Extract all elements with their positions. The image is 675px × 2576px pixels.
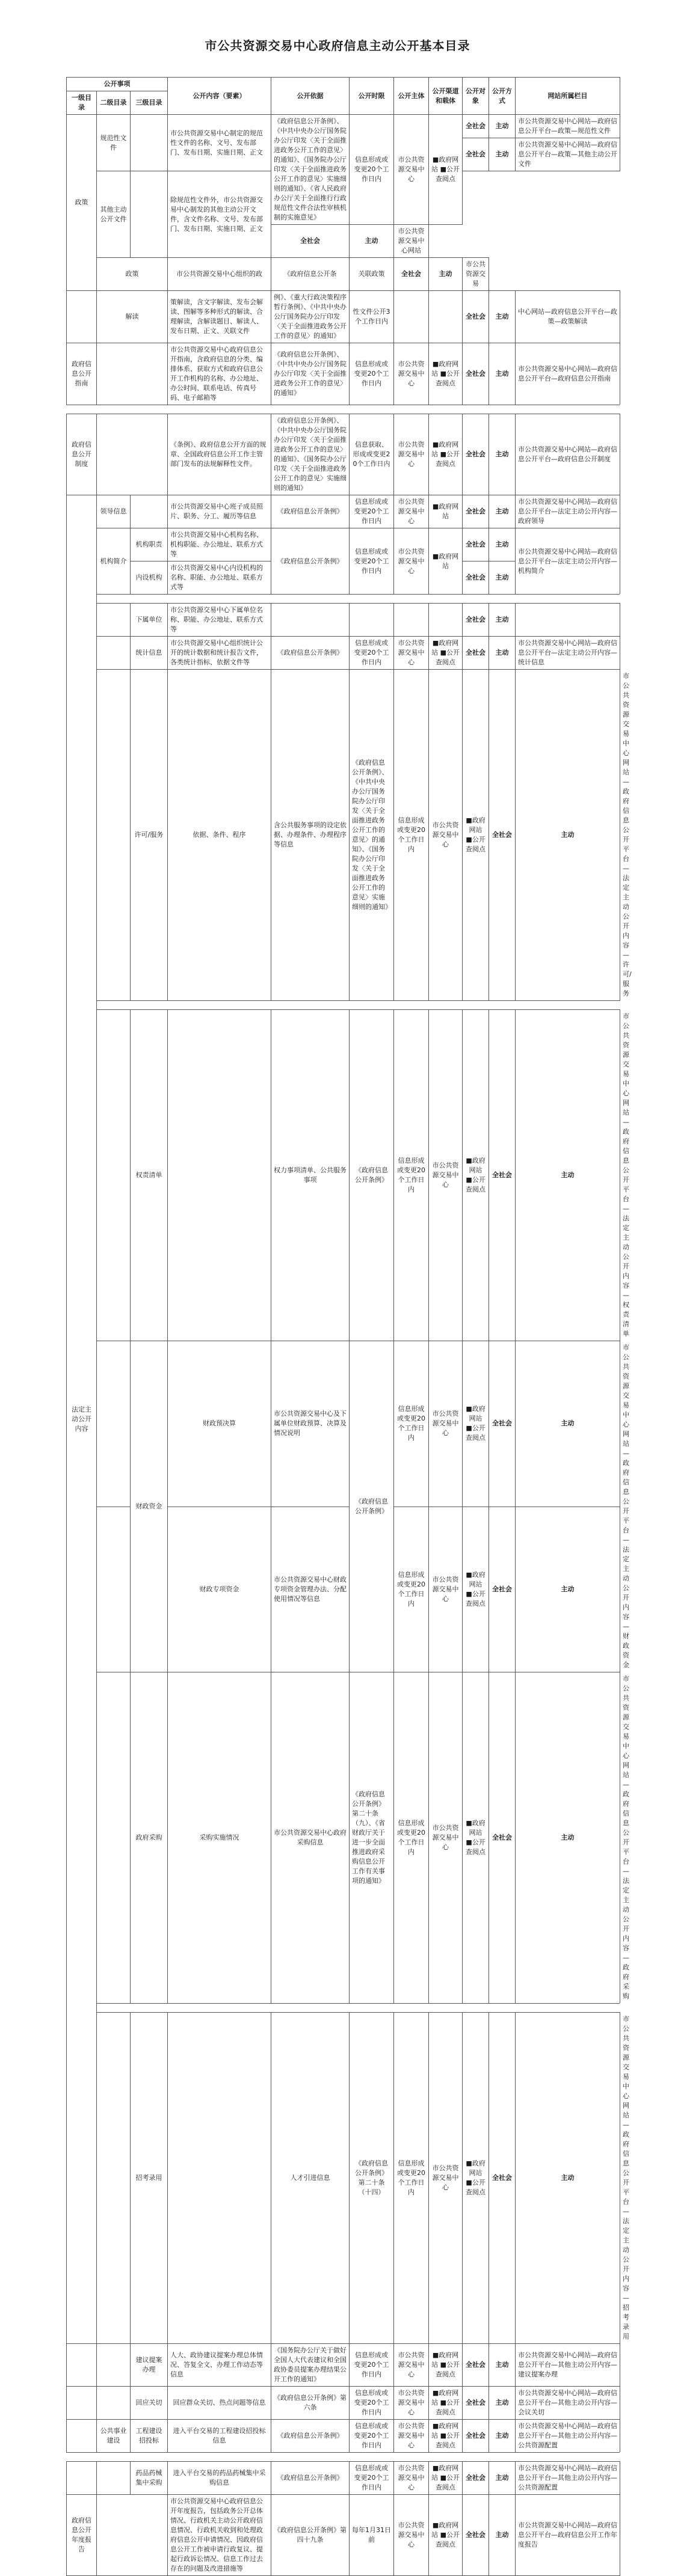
table-cell: 信息形成或变更20个工作日内 — [350, 343, 394, 405]
table-cell — [97, 2462, 131, 2495]
table-cell: ■政府网站 ■公开查阅点 — [429, 2462, 463, 2495]
table-cell: 市公共资源交易中心网站 — [394, 225, 429, 258]
table-cell — [67, 291, 97, 343]
table-cell: 信息形成或变更20个工作日内 — [394, 670, 429, 1001]
table-cell: 主动 — [516, 1507, 620, 1672]
table-cell: 全社会 — [489, 1341, 516, 1507]
table-row — [67, 604, 620, 637]
table-cell: 主动 — [489, 138, 516, 171]
table-cell: 信息形成或变更20个工作日内 — [350, 528, 394, 595]
table-cell — [429, 604, 463, 637]
table-row — [67, 343, 620, 405]
table-row — [67, 2420, 620, 2453]
table-row — [67, 495, 620, 528]
table-cell: 回应群众关切、热点问题等信息 — [168, 2387, 271, 2420]
table-cell: ■政府网站 ■公开查阅点 — [429, 637, 463, 670]
table-cell: 市公共资源交易中心网站—政府信息公开平台—法定主动公开内容—机构简介 — [516, 528, 620, 595]
table-cell: 性文件公开3个工作日内 — [350, 291, 394, 343]
table-cell: 市公共资源交易中心 — [394, 343, 429, 405]
table-cell: 财政专项资金 — [168, 1507, 271, 1672]
table-cell: ■政府网站 ■公开查阅点 — [429, 414, 463, 495]
table-cell: 市公共资源交易中心网站—政府信息公开平台—其他主动公开内容—公共资源配置 — [516, 2462, 620, 2495]
table-cell: ■政府网站 ■公开查阅点 — [429, 343, 463, 405]
table-cell: 《政府信息公开条例》 — [271, 495, 350, 528]
table-cell: 依据、条件、程序 — [168, 670, 271, 1001]
table-cell: 除规范性文件外，市公共资源交易中心制发的其他主动公开文件，含文件名称、文号、发布部门、发布日期、实施日期、正文 — [168, 171, 271, 258]
table-cell: 法定主动公开内容 — [67, 495, 97, 2344]
table-cell: 含公共服务事项的设定依据、办理条件、办理程序等信息 — [271, 670, 350, 1001]
table-cell: 全社会 — [463, 2462, 489, 2495]
table-cell: 财政预决算 — [168, 1341, 271, 1507]
table-cell: 市公共资源交易 — [463, 258, 489, 291]
table-cell: 全社会 — [463, 115, 489, 138]
table-cell: 主动 — [489, 637, 516, 670]
table-cell: ■政府网站 ■公开查阅点 — [463, 1010, 489, 1341]
table-cell: 全社会 — [463, 414, 489, 495]
table-cell: 信息形成或变更20个工作日内 — [394, 2013, 429, 2344]
table-row — [67, 637, 620, 670]
row-separator — [97, 1001, 620, 1010]
table-cell: 财政资金 — [131, 1341, 168, 1672]
table-cell: 全社会 — [489, 1010, 516, 1341]
table-cell: 主动 — [489, 2462, 516, 2495]
table-cell: 公共事业建设 — [97, 2420, 131, 2453]
table-cell: 市公共资源交易中心 — [429, 1010, 463, 1341]
table-row — [67, 291, 620, 343]
table-cell: 市公共资源交易中心组织的政 — [168, 258, 271, 291]
table-cell: 建议提案办理 — [131, 2344, 168, 2387]
table-row: 财政资金 财政预决算 市公共资源交易中心及下属单位财政预算、决算及情况说明 《政府信息公开条例》 信息形成或变更20个工作日内 市公共资源交易中心 ■政府网站 ■公开查阅点 全社会 主动 市公共资源交易中心网站—政府信息公开平台—法定主动公开内容—财政资金 — [67, 1341, 620, 1507]
table-cell: 《政府信息公开条例》、《中共中央办公厅国务院办公厅印发〈关于全面推进政务公开工作的意见〉的通知》、《国务院办公厅印发〈关于全面推进政务公开工作的意见〉实施细则的通知》 — [271, 414, 350, 495]
table-cell: 主动 — [489, 2387, 516, 2420]
table-cell: 市公共资源交易中心网站—政府信息公开平台—法定主动公开内容—统计信息 — [516, 637, 620, 670]
table-cell: 信息形成或变更20个工作日内 — [394, 1507, 429, 1672]
table-cell: 进入平台交易的工程建设招投标信息 — [168, 2420, 271, 2453]
table-row — [67, 528, 620, 561]
table-cell: 工程建设招投标 — [131, 2420, 168, 2453]
table-cell: 全社会 — [463, 604, 489, 637]
table-cell: 信息形成或变更20个工作日内 — [394, 1010, 429, 1341]
table-cell: 全社会 — [489, 1672, 516, 2004]
table-cell: 主动 — [489, 604, 516, 637]
table-cell — [67, 2344, 97, 2387]
table-row — [67, 405, 620, 414]
table-cell: 《政府信息公开条例》、《中共中央办公厅国务院办公厅印发〈关于全面推进政务公开工作的意见〉的通知》、《国务院办公厅印发〈关于全面推进政务公开工作的意见〉实施细则的通知》、《省人民政府办公厅关于全面推行行政规范性文件合法性审核机制的实施意见》 — [271, 115, 350, 225]
table-cell — [271, 604, 350, 637]
table-cell: 《政府信息公开条例》第二十条（十四） — [350, 2013, 394, 2344]
table-row — [67, 595, 620, 604]
table-cell: 规范性文件 — [97, 115, 131, 171]
table-cell: 市公共资源交易中心 — [394, 414, 429, 495]
table-cell — [97, 414, 168, 495]
table-cell: 许可/服务 — [131, 670, 168, 1001]
table-cell: 其他主动公开文件 — [97, 171, 131, 258]
table-cell: 主动 — [489, 2420, 516, 2453]
table-cell: 主动 — [489, 343, 516, 405]
table-cell: 全社会 — [489, 670, 516, 1001]
table-cell: 政府信息公开制度 — [67, 414, 97, 495]
table-cell: 市公共资源交易中心 — [429, 670, 463, 1001]
table-cell — [67, 2420, 97, 2453]
table-cell: 《政府信息公开条例》 — [350, 1010, 394, 1341]
row-separator — [97, 595, 620, 604]
table-cell: 全社会 — [463, 637, 489, 670]
header-level1: 一级目录 — [67, 91, 97, 115]
table-cell — [97, 2344, 131, 2387]
table-cell: 主动 — [516, 1010, 620, 1341]
table-cell: 例》、《重大行政决策程序暂行条例》、《中共中央办公厅国务院办公厅印发〈关于全面推进政务公开工作的意见〉的通知》 — [271, 291, 350, 343]
table-cell: 全社会 — [489, 1507, 516, 1672]
header-content: 公开内容（要素） — [168, 78, 271, 115]
table-cell: 市公共资源交易中心 — [394, 2344, 429, 2387]
table-cell: 市公共资源交易中心组织统计公开的统计数据和统计报告文件，各类统计指标、依据文件等 — [168, 637, 271, 670]
table-cell: 主动 — [489, 414, 516, 495]
table-cell: 市公共资源交易中心网站—政府信息公开平台—政府信息公开指南 — [516, 343, 620, 405]
table-cell — [97, 1507, 131, 1672]
table-cell: 招考录用 — [131, 2013, 168, 2344]
table-cell: 市公共资源交易中心 — [394, 495, 429, 528]
table-cell: 市公共资源交易中心 — [394, 2495, 429, 2576]
table-cell: 市公共资源交易中心 — [394, 2462, 429, 2495]
table-cell: 信息获取、形成或变更20个工作日内 — [350, 414, 394, 495]
table-cell: ■政府网站 ■公开查阅点 — [429, 2495, 463, 2576]
catalog-table — [66, 77, 632, 2576]
table-row — [67, 2453, 620, 2462]
table-cell: ■政府网站 ■公开查阅点 — [463, 670, 489, 1001]
table-cell: 市公共资源交易中心网站—政府信息公开平台—政府信息公开工作年度报告 — [516, 2495, 620, 2576]
table-cell: 全社会 — [463, 561, 489, 595]
table-row — [67, 2495, 620, 2576]
table-cell: 《条例》、政府信息公开方面的规章、全国政府信息公开工作主管部门发布的法规解释性文件。 — [168, 414, 271, 495]
table-cell: 主动 — [489, 495, 516, 528]
table-cell: 市公共资源交易中心网站—政府信息公开平台—其他主动公开内容—会议关切 — [516, 2387, 620, 2420]
table-cell: 药品药械集中采购 — [131, 2462, 168, 2495]
table-cell: 进入平台交易的药品药械集中采购信息 — [168, 2462, 271, 2495]
table-cell: 主动 — [516, 1341, 620, 1507]
table-cell: 全社会 — [271, 225, 350, 258]
table-cell — [97, 2495, 168, 2576]
table-row: 招考录用 人才引进信息 《政府信息公开条例》第二十条（十四） 信息形成或变更20个工作日内 市公共资源交易中心 ■政府网站 ■公开查阅点 全社会 主动 市公共资源交易中心网站—政府信息公开平台—法定主动公开内容—招考录用 — [67, 2013, 620, 2344]
table-cell: ■政府网站 ■公开查阅点 — [463, 1341, 489, 1507]
table-cell: 全社会 — [463, 2420, 489, 2453]
table-cell: 全社会 — [463, 2387, 489, 2420]
table-cell: 机构简介 — [97, 528, 131, 595]
table-cell: 市公共资源交易中心政府采购信息 — [271, 1672, 350, 2004]
table-cell: ■政府网站 ■公开查阅点 — [429, 2420, 463, 2453]
table-cell: 策解读，含文字解读、发布会解读、图解等多种形式的解读、合理解读，含解读题目、解读人、发布日期、正文、关联文件 — [168, 291, 271, 343]
table-cell: 市公共资源交易中心 — [394, 115, 429, 225]
table-row — [67, 2462, 620, 2495]
table-cell: 信息形成或变更20个工作日内 — [394, 1341, 429, 1507]
table-cell: 《政府信息公开条例》第二十条（九）、《省财政厅关于进一步全面推进政府采购信息公开工作有关事项的通知》 — [350, 1672, 394, 2004]
table-cell — [67, 2462, 97, 2495]
table-cell: 市公共资源交易中心及下属单位财政预算、决算及情况说明 — [271, 1341, 350, 1507]
table-cell: 人才引进信息 — [271, 2013, 350, 2344]
table-cell: 全社会 — [463, 291, 489, 343]
header-level2: 二级目录 — [97, 91, 131, 115]
header-column: 网站所属栏目 — [516, 78, 620, 115]
table-cell — [131, 495, 168, 528]
table-cell — [97, 343, 168, 405]
table-cell: ■政府网站 ■公开查阅点 — [429, 115, 463, 225]
table-cell: 《政府信息公开条例》、《中共中央办公厅国务院办公厅印发〈关于全面推进政务公开工作的意见〉的通知》、《国务院办公厅印发〈关于全面推进政务公开工作的意见〉实施细则的通知》 — [350, 670, 394, 1001]
table-cell: 回应关切 — [131, 2387, 168, 2420]
table-cell: 人大、政协建议提案办理总体情况、答复全文、办理工作动态等信息 — [168, 2344, 271, 2387]
table-cell: 主动 — [516, 2013, 620, 2344]
table-cell: 主动 — [489, 2495, 516, 2576]
table-cell — [516, 604, 620, 637]
table-cell: 《政府信息公开条例》 — [271, 2462, 350, 2495]
table-cell: 全社会 — [489, 2013, 516, 2344]
table-cell: 市公共资源交易中心 — [429, 1507, 463, 1672]
table-header — [67, 78, 620, 115]
table-cell: 内设机构 — [131, 561, 168, 595]
table-cell: 市公共资源交易中心政府信息公开指南，含政府信息的分类、编排体系、获取方式和政府信息公开工作机构的名称、办公地址、办公时间、联系电话、传真号码、电子邮箱等 — [168, 343, 271, 405]
table-row — [67, 258, 620, 291]
table-cell: 《政府信息公开条例》 — [271, 637, 350, 670]
table-row — [67, 1001, 620, 1010]
header-time-limit: 公开时限 — [350, 78, 394, 115]
table-cell — [97, 670, 131, 1001]
table-cell: 市公共资源交易中心班子成员照片、职务、分工、履历等信息 — [168, 495, 271, 528]
table-cell — [97, 2387, 131, 2420]
table-row: 许可/服务 依据、条件、程序 含公共服务事项的设定依据、办理条件、办理程序等信息 《政府信息公开条例》、《中共中央办公厅国务院办公厅印发〈关于全面推进政务公开工作的意见〉的通知》、《国务院办公厅印发〈关于全面推进政务公开工作的意见〉实施细则的通知》 信息形成或变更20个工作日内 市公共资源交易中心 ■政府网站 ■公开查阅点 全社会 主动 市公共资源交易中心网站—政府信息公开平台—法定主动公开内容—许可/服务 — [67, 670, 620, 1001]
table-cell — [131, 171, 168, 258]
table-cell: 市公共资源交易中心 — [394, 2420, 429, 2453]
table-cell: 信息形成或变更20个工作日内 — [350, 2462, 394, 2495]
table-cell: 《国务院办公厅关于做好全国人大代表建议和全国政协委员提案办理结果公开工作的通知》 — [271, 2344, 350, 2387]
table-cell: 权力事项清单、公共服务事项 — [271, 1010, 350, 1341]
catalog-table-wrapper — [66, 77, 632, 2576]
table-cell: 市公共资源交易中心网站—政府信息公开平台—政策—其他主动公开文件 — [516, 138, 620, 171]
table-cell — [97, 2013, 131, 2344]
header-audience: 公开对象 — [463, 78, 489, 115]
table-cell: 主动 — [516, 670, 620, 1001]
table-cell — [168, 2013, 271, 2344]
table-cell: 信息形成或变更20个工作日内 — [350, 115, 394, 225]
table-cell: 主动 — [516, 1672, 620, 2004]
table-cell: 主动 — [489, 115, 516, 138]
table-cell: 下属单位 — [131, 604, 168, 637]
table-cell: ■政府网站 ■公开查阅点 — [429, 2387, 463, 2420]
table-cell — [97, 637, 131, 670]
table-cell: 市公共资源交易中心内设机构的名称、职能、办公地址、联系方式等 — [168, 561, 271, 595]
table-cell: 主动 — [489, 291, 516, 343]
table-body — [67, 115, 632, 2576]
table-cell — [97, 1672, 131, 2004]
table-cell: 全社会 — [394, 258, 429, 291]
table-cell: 主动 — [489, 2344, 516, 2387]
table-cell: 主动 — [489, 528, 516, 561]
table-row: 权责清单 权力事项清单、公共服务事项 《政府信息公开条例》 信息形成或变更20个工作日内 市公共资源交易中心 ■政府网站 ■公开查阅点 全社会 主动 市公共资源交易中心网站—政府信息公开平台—法定主动公开内容—权责清单 — [67, 1010, 620, 1341]
table-row — [67, 414, 620, 495]
table-cell: ■政府网站 — [429, 528, 463, 595]
table-cell: 《政府信息公开条例》第六条 — [271, 2387, 350, 2420]
table-cell: 市公共资源交易中心 — [394, 637, 429, 670]
table-cell: 信息形成或变更20个工作日内 — [350, 2387, 394, 2420]
table-cell: 关联政策 — [350, 258, 394, 291]
table-cell: 全社会 — [463, 495, 489, 528]
table-cell: 市公共资源交易中心 — [429, 2013, 463, 2344]
table-cell: 领导信息 — [97, 495, 131, 528]
table-cell — [67, 2387, 97, 2420]
table-cell: 市公共资源交易中心 — [429, 1341, 463, 1507]
table-cell: ■政府网站 ■公开查阅点 — [463, 1507, 489, 1672]
table-cell: 《政府信息公开条例》 — [271, 528, 350, 595]
table-row — [67, 2004, 620, 2013]
table-cell: 信息形成或变更20个工作日内 — [394, 1672, 429, 2004]
table-cell — [394, 291, 429, 343]
table-cell: 机构职责 — [131, 528, 168, 561]
table-cell — [429, 291, 463, 343]
row-separator — [67, 2453, 620, 2462]
table-cell: 信息形成或变更20个工作日内 — [350, 2420, 394, 2453]
table-cell: 主动 — [429, 258, 463, 291]
table-cell: ■政府网站 — [429, 495, 463, 528]
table-cell: 政策 — [67, 115, 97, 291]
table-cell: 《政府信息公开条例》 — [271, 2420, 350, 2453]
table-cell: 市公共资源交易中心 — [429, 1672, 463, 2004]
table-cell: 全社会 — [463, 2495, 489, 2576]
table-cell: 政府采购 — [131, 1672, 168, 2004]
table-cell — [97, 1341, 131, 1507]
header-basis: 公开依据 — [271, 78, 350, 115]
table-cell: ■政府网站 ■公开查阅点 — [463, 2013, 489, 2344]
header-subject: 公开主体 — [394, 78, 429, 115]
table-cell: 《政府信息公开条例》第四十九条 — [271, 2495, 350, 2576]
table-cell: 采购实施情况 — [168, 1672, 271, 2004]
table-cell: 解读 — [97, 291, 168, 343]
table-cell: 《政府信息公开条例》 — [350, 1341, 394, 1672]
row-separator — [97, 2004, 620, 2013]
table-cell: 市公共资源交易中心网站—政府信息公开平台—政府信息公开制度 — [516, 414, 620, 495]
table-row — [67, 2344, 620, 2387]
table-row — [67, 115, 620, 138]
table-cell: 统计信息 — [131, 637, 168, 670]
table-row: 政府采购 采购实施情况 市公共资源交易中心政府采购信息 《政府信息公开条例》第二十条（九）、《省财政厅关于进一步全面推进政府采购信息公开工作有关事项的通知》 信息形成或变更20个工作日内 市公共资源交易中心 ■政府网站 ■公开查阅点 全社会 主动 市公共资源交易中心网站—政府信息公开平台—法定主动公开内容—政府采购 — [67, 1672, 620, 2004]
table-cell: 全社会 — [463, 528, 489, 561]
table-cell — [394, 604, 429, 637]
header-channel: 公开渠道和载体 — [429, 78, 463, 115]
table-cell: 市公共资源交易中心 — [394, 528, 429, 595]
table-cell: 市公共资源交易中心 — [394, 2387, 429, 2420]
table-cell — [97, 604, 131, 637]
table-cell: 主动 — [350, 225, 394, 258]
table-cell: 市公共资源交易中心网站—政府信息公开平台—法定主动公开内容—政府领导 — [516, 495, 620, 528]
table-cell — [350, 604, 394, 637]
table-cell: 市公共资源交易中心制定的规范性文件的名称、文号、发布部门、发布日期、实施日期、正文 — [168, 115, 271, 171]
table-cell: 《政府信息公开条例》、《中共中央办公厅国务院办公厅印发〈关于全面推进政务公开工作的意见〉的通知》 — [271, 343, 350, 405]
table-cell: 政策 — [97, 258, 168, 291]
row-separator — [67, 405, 620, 414]
table-cell: 全社会 — [463, 343, 489, 405]
table-cell: 信息形成或变更20个工作日内 — [350, 2344, 394, 2387]
table-cell: 信息形成或变更20个工作日内 — [350, 495, 394, 528]
header-public-items: 公开事项 — [67, 78, 168, 91]
table-cell: 市公共资源交易中心网站—政府信息公开平台—其他主动公开内容—公共资源配置 — [516, 2420, 620, 2453]
table-cell: 《政府信息公开条 — [271, 258, 350, 291]
table-cell: 权责清单 — [131, 1010, 168, 1341]
table-cell: 全社会 — [463, 2344, 489, 2387]
table-cell: 政府信息公开指南 — [67, 343, 97, 405]
table-cell: 市公共资源交易中心财政专项资金管理办法、分配使用情况等信息 — [271, 1507, 350, 1672]
table-cell: ■政府网站 ■公开查阅点 — [463, 1672, 489, 2004]
table-cell: 市公共资源交易中心政府信息公开年度报告，包括政务公开总体情况、行政机关主动公开政府信息情况、行政机关收到和处理政府信息公开申请情况、因政府信息公开工作被申请行政复议、提起行政诉讼情况、信息工作过去存在的问题及改进措施等 — [168, 2495, 271, 2576]
table-cell: 全社会 — [463, 138, 489, 171]
table-cell: 信息形成或变更20个工作日内 — [350, 637, 394, 670]
table-cell: 中心网站—政府信息公开平台—政策—政策解读 — [516, 291, 620, 343]
table-cell — [131, 115, 168, 171]
table-cell: 市公共资源交易中心机构名称、机构职能、办公地址、联系方式等 — [168, 528, 271, 561]
table-cell — [168, 1010, 271, 1341]
table-cell: 主动 — [489, 561, 516, 595]
table-cell: 市公共资源交易中心网站—政府信息公开平台—政策—规范性文件 — [516, 115, 620, 138]
header-method: 公开方式 — [489, 78, 516, 115]
table-cell — [97, 1010, 131, 1341]
table-cell: 市公共资源交易中心网站—政府信息公开平台—其他主动公开内容—建议提案办理 — [516, 2344, 620, 2387]
table-row — [67, 2387, 620, 2420]
table-cell: 每年1月31日前 — [350, 2495, 394, 2576]
table-cell: ■政府网站 ■公开查阅点 — [429, 2344, 463, 2387]
table-cell: 市公共资源交易中心下属单位名称、职能、办公地址、联系方式等 — [168, 604, 271, 637]
page-title: 市公共资源交易中心政府信息主动公开基本目录 — [205, 38, 470, 53]
header-level3: 三级目录 — [131, 91, 168, 115]
table-cell: 政府信息公开年度报告 — [67, 2495, 97, 2576]
